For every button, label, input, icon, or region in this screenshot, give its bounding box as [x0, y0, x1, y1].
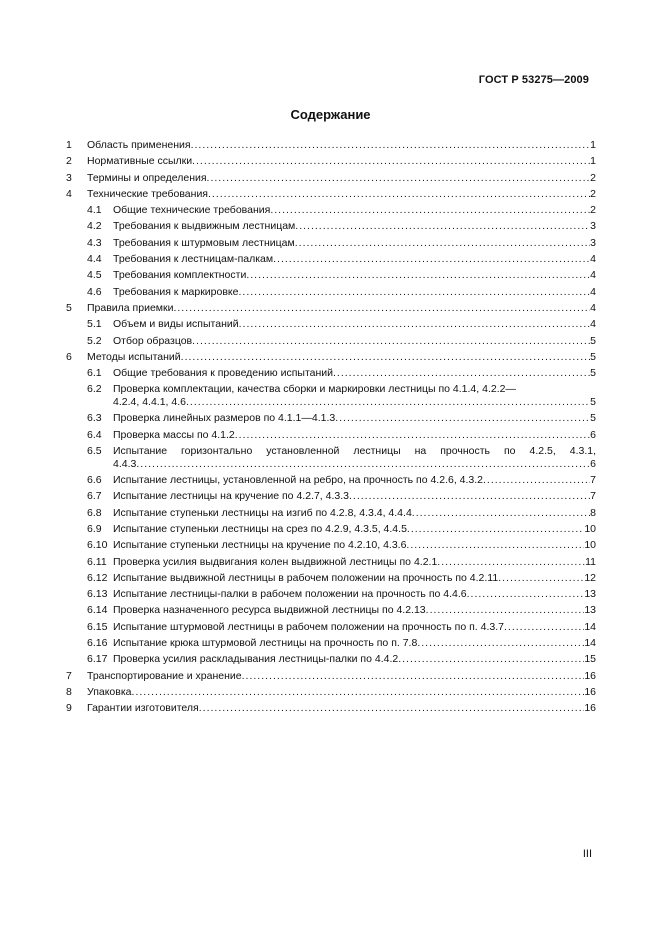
toc-entry[interactable] [66, 333, 596, 349]
toc-entry-title: Требования к выдвижным лестницам [113, 220, 296, 233]
toc-entry-page: 4 [590, 285, 596, 298]
toc-entry-page: 2 [590, 187, 596, 200]
toc-entry[interactable] [66, 186, 596, 202]
toc-entry-title: Технические требования [87, 187, 208, 200]
toc-entry[interactable] [66, 235, 596, 251]
toc-entry-number: 6.10 [87, 539, 108, 552]
toc-entry-number: 6.2 [87, 383, 102, 396]
toc-entry-page: 10 [584, 539, 596, 552]
toc-entry-number: 6.16 [87, 637, 108, 650]
toc-entry-number: 6.6 [87, 474, 102, 487]
toc-entry[interactable] [66, 267, 596, 283]
toc-entry-page: 6 [590, 428, 596, 441]
toc-entry-number: 9 [66, 702, 72, 715]
toc-entry[interactable] [66, 668, 596, 684]
toc-entry-page: 4 [590, 269, 596, 282]
toc-entry[interactable] [66, 349, 596, 365]
toc-entry-title: Испытание выдвижной лестницы в рабочем положении на прочность по 4.2.11 [113, 571, 499, 584]
toc-entry-title: Проверка массы по 4.1.2 [113, 428, 235, 441]
toc-entry[interactable] [66, 300, 596, 316]
toc-entry-page: 5 [590, 350, 596, 363]
toc-entry-number: 2 [66, 155, 72, 168]
toc-entry-number: 4.5 [87, 269, 102, 282]
toc-entry[interactable] [66, 619, 596, 635]
toc-entry-page: 5 [590, 396, 596, 409]
toc-entry-title: Область применения [87, 139, 191, 151]
toc-entry[interactable] [66, 472, 596, 488]
toc-entry-page: 4 [590, 253, 596, 266]
toc-entry-page: 13 [584, 604, 596, 617]
toc-entry-number: 6.9 [87, 522, 102, 535]
toc-entry-title: Испытание крюка штурмовой лестницы на прочность по п. 7.8 [113, 637, 418, 650]
toc-entry-title: Проверка назначенного ресурса выдвижной лестницы по 4.2.13 [113, 604, 426, 617]
toc-entry[interactable] [66, 218, 596, 234]
toc-entry-page: 16 [584, 669, 596, 682]
toc-entry-page: 3 [590, 220, 596, 233]
toc-entry-title: Испытание ступеньки лестницы на срез по 4.2.9, 4.3.5, 4.4.5 [113, 522, 407, 535]
toc-entry-title: Испытание ступеньки лестницы на изгиб по 4.2.8, 4.3.4, 4.4.4 [113, 506, 412, 519]
toc-entry-page: 3 [590, 236, 596, 249]
toc-entry-title: Объем и виды испытаний [113, 318, 239, 331]
toc-entry-title: Испытание ступеньки лестницы на кручение по 4.2.10, 4.3.6 [113, 539, 407, 552]
toc-entry[interactable] [66, 635, 596, 651]
toc-entry-page: 16 [584, 685, 596, 698]
toc-entry-page: 4 [590, 318, 596, 331]
toc-entry[interactable] [66, 365, 596, 381]
toc-entry-number: 6.4 [87, 428, 102, 441]
toc-entry-title: Испытание лестницы-палки в рабочем положении на прочность по 4.4.6 [113, 588, 467, 601]
toc-entry-page: 14 [584, 620, 596, 633]
toc-entry-page: 12 [584, 571, 596, 584]
toc-entry[interactable] [66, 570, 596, 586]
toc-entry[interactable] [66, 505, 596, 521]
toc-entry-number: 4 [66, 187, 72, 200]
toc-entry-number: 8 [66, 685, 72, 698]
toc-entry-page: 8 [590, 506, 596, 519]
toc-entry-number: 4.1 [87, 204, 102, 217]
toc-entry-number: 4.2 [87, 220, 102, 233]
toc-entry-number: 6.5 [87, 445, 102, 458]
toc-entry-title: Методы испытаний [87, 350, 181, 363]
toc-entry-title: Требования к маркировке [113, 285, 239, 298]
toc-entry-page: 1 [590, 155, 596, 168]
toc-entry[interactable] [66, 153, 596, 169]
toc-entry-title: Отбор образцов [113, 334, 193, 347]
toc-entry-page: 2 [590, 204, 596, 217]
toc-entry[interactable] [66, 410, 596, 426]
table-of-contents [66, 137, 596, 717]
toc-entry[interactable] [66, 488, 596, 504]
toc-entry-page: 7 [590, 474, 596, 487]
toc-entry-title: Проверка комплектации, качества сборки и маркировки лестницы по 4.1.4, 4.2.2— [113, 383, 516, 396]
toc-entry[interactable] [66, 443, 596, 472]
toc-entry-title: Гарантии изготовителя [87, 702, 199, 715]
toc-entry-page: 13 [584, 588, 596, 601]
document-code: ГОСТ Р 53275—2009 [478, 74, 589, 86]
toc-entry-title: Правила приемки [87, 301, 174, 314]
toc-entry[interactable] [66, 537, 596, 553]
toc-entry-page: 15 [584, 653, 596, 666]
toc-entry-number: 6.17 [87, 653, 108, 666]
toc-entry-page: 2 [590, 171, 596, 184]
toc-entry-number: 6 [66, 350, 72, 363]
toc-entry[interactable] [66, 684, 596, 700]
toc-entry-title: Проверка линейных размеров по 4.1.1—4.1.3 [113, 412, 336, 425]
toc-entry-title: Общие технические требования [113, 204, 271, 217]
toc-entry-title: Нормативные ссылки [87, 155, 193, 168]
toc-entry-page: 10 [584, 522, 596, 535]
toc-entry-page: 7 [590, 490, 596, 503]
toc-entry-page: 5 [590, 367, 596, 380]
toc-entry-page: 16 [584, 702, 596, 715]
toc-entry-title: Проверка усилия выдвигания колен выдвижной лестницы по 4.2.1 [113, 555, 438, 568]
toc-entry-page: 11 [585, 555, 596, 568]
toc-entry-number: 6.14 [87, 604, 108, 617]
toc-entry-number: 4.4 [87, 253, 102, 266]
toc-entry-title: Требования к штурмовым лестницам [113, 236, 295, 249]
toc-entry-title: Требования к лестницам-палкам [113, 253, 274, 266]
toc-entry[interactable] [66, 521, 596, 537]
page-number: III [582, 848, 592, 860]
toc-entry-number: 3 [66, 171, 72, 184]
toc-entry-number: 4.6 [87, 285, 102, 298]
toc-entry-title-cont: 4.4.3 [113, 458, 137, 471]
toc-entry-title-cont: 4.2.4, 4.4.1, 4.6 [113, 396, 186, 409]
toc-entry-title: Испытание горизонтально установленной лестницы на прочность по 4.2.5, 4.3.1, [113, 445, 596, 458]
toc-entry-number: 6.7 [87, 490, 102, 503]
toc-entry-title: Испытание штурмовой лестницы в рабочем положении на прочность по п. 4.3.7 [113, 620, 504, 633]
toc-entry-number: 6.8 [87, 506, 102, 519]
toc-entry-page: 6 [590, 458, 596, 471]
toc-entry-number: 7 [66, 669, 72, 682]
toc-entry-title: Транспортирование и хранение [87, 669, 242, 682]
toc-entry-page: 5 [590, 412, 596, 425]
toc-entry[interactable] [66, 137, 596, 153]
toc-entry-number: 5.2 [87, 334, 102, 347]
toc-entry-title: Проверка усилия раскладывания лестницы-палки по 4.4.2 [113, 653, 399, 666]
page-title: Содержание [290, 107, 371, 122]
toc-entry[interactable] [66, 202, 596, 218]
toc-entry[interactable] [66, 251, 596, 267]
toc-entry-title: Упаковка [87, 685, 132, 698]
toc-entry-number: 1 [66, 139, 72, 151]
toc-entry-title: Термины и определения [87, 171, 207, 184]
toc-entry[interactable] [66, 381, 596, 410]
toc-entry-page: 1 [590, 139, 596, 151]
toc-entry[interactable] [66, 427, 596, 443]
toc-entry[interactable] [66, 316, 596, 332]
toc-entry-number: 6.15 [87, 620, 108, 633]
toc-entry-page: 14 [584, 637, 596, 650]
toc-entry-number: 6.1 [87, 367, 102, 380]
toc-entry-number: 6.13 [87, 588, 108, 601]
toc-entry-number: 5 [66, 301, 72, 314]
toc-entry-title: Испытание лестницы на кручение по 4.2.7, 4.3.3 [113, 490, 349, 503]
toc-entry-title: Требования комплектности [113, 269, 247, 282]
toc-entry[interactable] [66, 700, 596, 716]
toc-entry-title: Испытание лестницы, установленной на ребро, на прочность по 4.2.6, 4.3.2 [113, 474, 484, 487]
toc-entry-number: 6.12 [87, 571, 108, 584]
toc-entry-page: 4 [590, 301, 596, 314]
toc-entry[interactable] [66, 284, 596, 300]
toc-entry[interactable] [66, 170, 596, 186]
toc-entry-number: 5.1 [87, 318, 102, 331]
toc-entry-title: Общие требования к проведению испытаний [113, 367, 334, 380]
toc-entry[interactable] [66, 554, 596, 570]
toc-entry-number: 6.11 [87, 555, 107, 568]
toc-entry-number: 6.3 [87, 412, 102, 425]
toc-entry-page: 5 [590, 334, 596, 347]
toc-entry-number: 4.3 [87, 236, 102, 249]
toc-entry[interactable] [66, 586, 596, 602]
toc-entry[interactable] [66, 602, 596, 618]
toc-entry[interactable] [66, 651, 596, 667]
